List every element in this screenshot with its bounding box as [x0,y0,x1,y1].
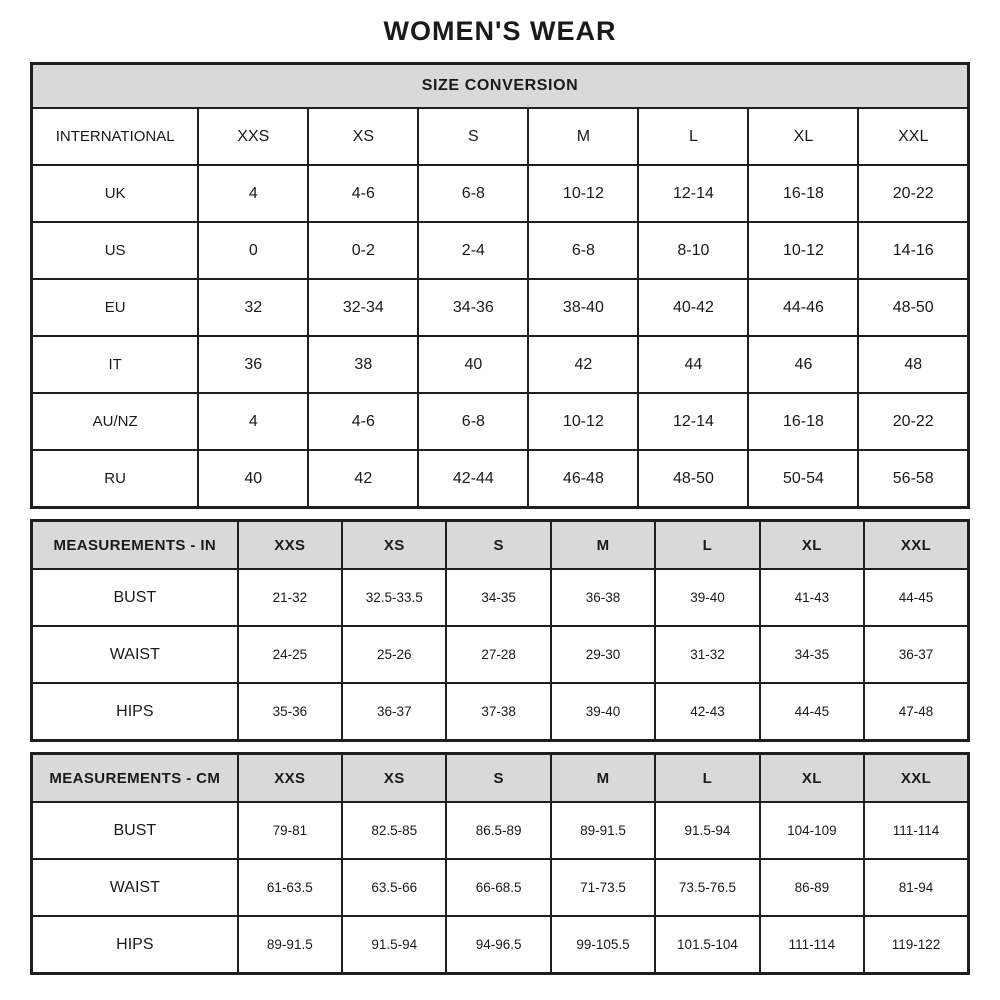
table-row [32,108,969,165]
size-column-header: XL [760,521,864,570]
value-cell: M [528,108,638,165]
value-cell: 79-81 [238,802,342,859]
value-cell: 47-48 [864,683,968,741]
size-column-header: S [446,754,550,803]
size-column-header: XS [342,521,446,570]
row-label: AU/NZ [32,393,199,450]
value-cell: 71-73.5 [551,859,655,916]
value-cell: 44-45 [760,683,864,741]
row-label: UK [32,165,199,222]
value-cell: XL [748,108,858,165]
value-cell: 61-63.5 [238,859,342,916]
row-label: EU [32,279,199,336]
value-cell: 91.5-94 [342,916,446,974]
table-row [32,916,969,974]
value-cell: 4 [198,393,308,450]
value-cell: 6-8 [418,165,528,222]
section-header-row [32,64,969,109]
row-label: US [32,222,199,279]
row-label: HIPS [32,916,238,974]
row-label: IT [32,336,199,393]
size-column-header: S [446,521,550,570]
section-header-row [32,521,969,570]
size-column-header: L [655,521,759,570]
value-cell: 46-48 [528,450,638,508]
value-cell: 39-40 [655,569,759,626]
value-cell: 8-10 [638,222,748,279]
value-cell: 42 [308,450,418,508]
value-cell: 12-14 [638,165,748,222]
value-cell: 111-114 [760,916,864,974]
section-header-size-conversion: SIZE CONVERSION [32,64,969,109]
section-header-measurements-cm: MEASUREMENTS - CM [32,754,238,803]
value-cell: 12-14 [638,393,748,450]
value-cell: 44-45 [864,569,968,626]
value-cell: 42 [528,336,638,393]
value-cell: 16-18 [748,393,858,450]
value-cell: L [638,108,748,165]
value-cell: 32.5-33.5 [342,569,446,626]
value-cell: 29-30 [551,626,655,683]
value-cell: 4-6 [308,165,418,222]
value-cell: 48-50 [858,279,968,336]
value-cell: S [418,108,528,165]
value-cell: 10-12 [528,165,638,222]
table-row [32,569,969,626]
value-cell: 4-6 [308,393,418,450]
value-cell: 44-46 [748,279,858,336]
value-cell: 32-34 [308,279,418,336]
value-cell: 38 [308,336,418,393]
value-cell: 40 [418,336,528,393]
value-cell: 36-38 [551,569,655,626]
measurements-cm-body [32,802,969,974]
value-cell: 39-40 [551,683,655,741]
value-cell: 35-36 [238,683,342,741]
value-cell: 73.5-76.5 [655,859,759,916]
size-column-header: XXL [864,521,968,570]
value-cell: 24-25 [238,626,342,683]
row-label: BUST [32,569,238,626]
value-cell: 42-43 [655,683,759,741]
value-cell: 99-105.5 [551,916,655,974]
row-label: HIPS [32,683,238,741]
size-column-header: XXL [864,754,968,803]
value-cell: 48-50 [638,450,748,508]
size-column-header: L [655,754,759,803]
value-cell: 6-8 [418,393,528,450]
value-cell: 86.5-89 [446,802,550,859]
value-cell: 0-2 [308,222,418,279]
value-cell: 10-12 [528,393,638,450]
table-row [32,626,969,683]
row-label: BUST [32,802,238,859]
value-cell: 56-58 [858,450,968,508]
value-cell: 31-32 [655,626,759,683]
value-cell: 63.5-66 [342,859,446,916]
value-cell: XXS [198,108,308,165]
value-cell: 50-54 [748,450,858,508]
value-cell: 48 [858,336,968,393]
value-cell: 86-89 [760,859,864,916]
size-conversion-table [30,62,970,509]
value-cell: 40-42 [638,279,748,336]
size-column-header: M [551,754,655,803]
value-cell: 16-18 [748,165,858,222]
value-cell: 37-38 [446,683,550,741]
row-label: WAIST [32,626,238,683]
value-cell: 20-22 [858,393,968,450]
value-cell: 36 [198,336,308,393]
section-header-row [32,754,969,803]
value-cell: 10-12 [748,222,858,279]
table-row [32,165,969,222]
value-cell: 91.5-94 [655,802,759,859]
value-cell: 119-122 [864,916,968,974]
value-cell: 82.5-85 [342,802,446,859]
value-cell: 34-35 [760,626,864,683]
table-row [32,279,969,336]
size-column-header: XS [342,754,446,803]
table-row [32,859,969,916]
value-cell: 89-91.5 [238,916,342,974]
value-cell: 21-32 [238,569,342,626]
value-cell: 27-28 [446,626,550,683]
value-cell: 38-40 [528,279,638,336]
value-cell: 0 [198,222,308,279]
value-cell: 94-96.5 [446,916,550,974]
value-cell: 25-26 [342,626,446,683]
measurements-cm-table [30,752,970,975]
value-cell: 41-43 [760,569,864,626]
measurements-in-table [30,519,970,742]
size-chart-page [30,0,970,975]
value-cell: 40 [198,450,308,508]
section-header-measurements-in: MEASUREMENTS - IN [32,521,238,570]
table-row [32,450,969,508]
size-column-header: M [551,521,655,570]
size-column-header: XXS [238,754,342,803]
value-cell: XXL [858,108,968,165]
value-cell: 81-94 [864,859,968,916]
size-column-header: XXS [238,521,342,570]
value-cell: 89-91.5 [551,802,655,859]
value-cell: 36-37 [342,683,446,741]
value-cell: 66-68.5 [446,859,550,916]
row-label: RU [32,450,199,508]
value-cell: 36-37 [864,626,968,683]
value-cell: 111-114 [864,802,968,859]
value-cell: 34-36 [418,279,528,336]
table-row [32,222,969,279]
value-cell: 14-16 [858,222,968,279]
value-cell: XS [308,108,418,165]
page-title: WOMEN'S WEAR [383,16,617,46]
row-label: INTERNATIONAL [32,108,199,165]
value-cell: 101.5-104 [655,916,759,974]
value-cell: 44 [638,336,748,393]
value-cell: 104-109 [760,802,864,859]
value-cell: 20-22 [858,165,968,222]
value-cell: 4 [198,165,308,222]
table-row [32,683,969,741]
size-conversion-body [32,108,969,508]
value-cell: 2-4 [418,222,528,279]
row-label: WAIST [32,859,238,916]
value-cell: 6-8 [528,222,638,279]
size-column-header: XL [760,754,864,803]
table-row [32,336,969,393]
value-cell: 34-35 [446,569,550,626]
measurements-in-body [32,569,969,741]
value-cell: 32 [198,279,308,336]
value-cell: 46 [748,336,858,393]
table-row [32,393,969,450]
value-cell: 42-44 [418,450,528,508]
table-row [32,802,969,859]
